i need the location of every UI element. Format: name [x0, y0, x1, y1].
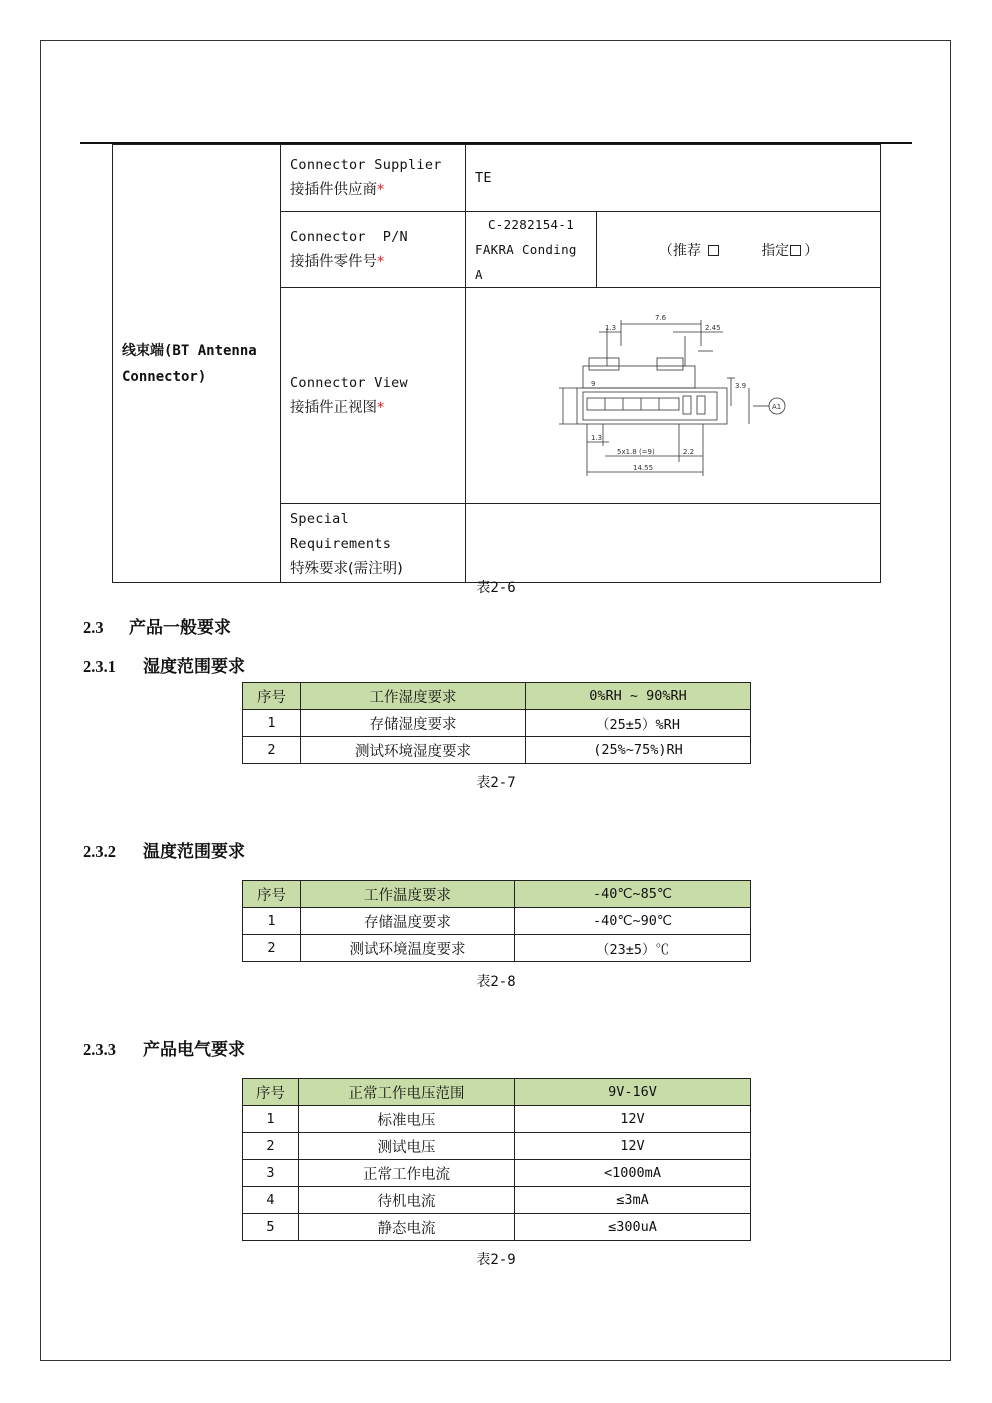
table-cell: 正常工作电流 [299, 1160, 515, 1187]
table-row [243, 710, 751, 737]
section-title: 温度范围要求 [143, 842, 245, 862]
header-cell: -40℃~85℃ [515, 881, 751, 908]
close-paren: ） [804, 242, 819, 259]
table-row [243, 935, 751, 962]
table-cell: 测试环境湿度要求 [301, 737, 526, 764]
table-row [243, 908, 751, 935]
header-cell: 0%RH ~ 90%RH [526, 683, 751, 710]
required-star: * [377, 399, 385, 416]
dim-label: 5x1.8 (=9) [617, 447, 655, 456]
dim-label: 9 [591, 379, 596, 388]
table-cell: -40℃~90℃ [515, 908, 751, 935]
section-number: 2.3 [83, 618, 104, 637]
table-cell: 2 [243, 737, 301, 764]
table-cell: 存储温度要求 [301, 908, 515, 935]
table-row [243, 737, 751, 764]
table-cell: 标准电压 [299, 1106, 515, 1133]
supplier-label-cell [281, 145, 466, 212]
dim-label: A1 [772, 402, 782, 411]
recommend-designate-cell [597, 212, 881, 288]
section-number: 2.3.3 [83, 1040, 116, 1059]
dim-label: 7.6 [655, 313, 667, 322]
special-label-cell [281, 504, 466, 583]
table-cell: 5 [243, 1214, 299, 1241]
table-cell: 2 [243, 1133, 299, 1160]
header-cell: 工作温度要求 [301, 881, 515, 908]
connector-drawing-cell [466, 288, 881, 504]
table-cell: 测试环境温度要求 [301, 935, 515, 962]
section-heading-2-3-1 [83, 652, 245, 677]
dim-label: 3.9 [735, 381, 747, 390]
table-cell: 静态电流 [299, 1214, 515, 1241]
header-cell: 序号 [243, 1079, 299, 1106]
designated-checkbox[interactable] [790, 245, 801, 256]
table-cell: 1 [243, 710, 301, 737]
table-cell: 测试电压 [299, 1133, 515, 1160]
view-label-cell [281, 288, 466, 504]
table-cell: 12V [515, 1133, 751, 1160]
table-cell: ≤3mA [515, 1187, 751, 1214]
dim-label: 1.3 [605, 323, 617, 332]
pn-value-cell [466, 212, 597, 288]
pn-label-en: Connector P/N [290, 228, 408, 245]
table-cell: （23±5）℃ [515, 935, 751, 962]
view-label-en: Connector View [290, 374, 408, 391]
special-value [466, 504, 881, 583]
required-star: * [377, 253, 385, 270]
section-heading-2-3-3 [83, 1035, 245, 1060]
electrical-table [242, 1078, 751, 1241]
table-cell: 2 [243, 935, 301, 962]
designated-label: 指定 [761, 242, 790, 259]
caption-table-2-8: 表2-8 [476, 974, 516, 990]
table-header-row [243, 683, 751, 710]
section-heading-2-3-2 [83, 837, 245, 862]
pn-value-line1: C-2282154-1 [487, 217, 575, 232]
pn-label-cell [281, 212, 466, 288]
pn-label-cn: 接插件零件号 [290, 253, 377, 270]
table-cell: （25±5）%RH [526, 710, 751, 737]
supplier-value: TE [466, 145, 881, 212]
table-cell: 12V [515, 1106, 751, 1133]
required-star: * [377, 182, 385, 198]
harness-end-label [113, 145, 281, 583]
table-cell: 待机电流 [299, 1187, 515, 1214]
recommend-label: （推荐 [658, 242, 701, 259]
table-row [243, 1187, 751, 1214]
dim-label: 14.55 [633, 463, 654, 472]
table-row [243, 1214, 751, 1241]
header-cell: 工作湿度要求 [301, 683, 526, 710]
section-number: 2.3.1 [83, 657, 116, 676]
section-title: 产品电气要求 [143, 1040, 245, 1060]
dim-label: 2.2 [683, 447, 695, 456]
table-header-row [243, 881, 751, 908]
caption-table-2-6: 表2-6 [476, 580, 516, 596]
pn-value-line2: FAKRA Conding A [475, 242, 577, 282]
view-label-cn: 接插件正视图 [290, 399, 377, 416]
special-label-en: Special Requirements [290, 511, 392, 552]
caption-table-2-7: 表2-7 [476, 775, 516, 791]
section-title: 产品一般要求 [129, 618, 231, 638]
table-cell: 存储湿度要求 [301, 710, 526, 737]
section-number: 2.3.2 [83, 842, 116, 861]
harness-end-text: 线束端(BT Antenna Connector) [122, 342, 257, 385]
table-cell: ≤300uA [515, 1214, 751, 1241]
caption-table-2-9: 表2-9 [476, 1252, 516, 1268]
special-label-cn: 特殊要求(需注明) [290, 561, 403, 577]
supplier-label-cn: 接插件供应商 [290, 182, 377, 198]
connector-front-view-drawing [553, 306, 793, 486]
table-cell: <1000mA [515, 1160, 751, 1187]
table-row [243, 1106, 751, 1133]
header-cell: 序号 [243, 683, 301, 710]
header-cell: 序号 [243, 881, 301, 908]
table-cell: 1 [243, 908, 301, 935]
table-row [243, 1133, 751, 1160]
temperature-table [242, 880, 751, 962]
table-cell: 4 [243, 1187, 299, 1214]
table-cell: 1 [243, 1106, 299, 1133]
supplier-label-en: Connector Supplier [290, 157, 442, 173]
header-cell: 9V-16V [515, 1079, 751, 1106]
dim-label: 2.45 [705, 323, 721, 332]
section-heading-2-3 [83, 613, 231, 638]
dim-label: 1.3 [591, 433, 603, 442]
recommend-checkbox[interactable] [708, 245, 719, 256]
table-row [243, 1160, 751, 1187]
humidity-table [242, 682, 751, 764]
table-cell: (25%~75%)RH [526, 737, 751, 764]
table-cell: 3 [243, 1160, 299, 1187]
connector-spec-table [112, 144, 881, 583]
header-cell: 正常工作电压范围 [299, 1079, 515, 1106]
supplier-row [113, 145, 881, 212]
table-header-row [243, 1079, 751, 1106]
section-title: 湿度范围要求 [143, 657, 245, 677]
